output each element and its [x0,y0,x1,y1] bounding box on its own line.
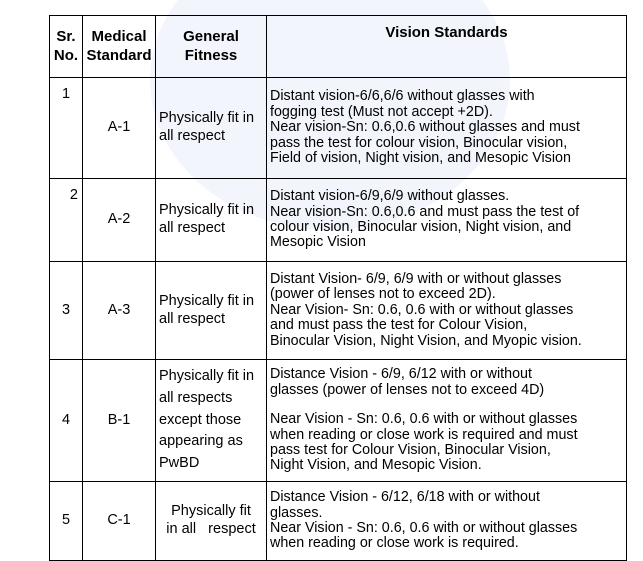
vision-standards-cell: Distant vision-6/9,6/9 without glasses. Near vision-Sn: 0.6,0.6 and must pass the test of colour vision, Binocular vision, Night vision, and Mesopic Vision [267,179,627,262]
sr-no-cell: 1 [50,78,83,179]
general-fitness-cell: Physically fit in all respect [156,262,267,360]
table-row [50,179,627,262]
medical-standard-cell: A-3 [83,262,156,360]
medical-standard-cell: C-1 [83,482,156,561]
sr-no-cell: 3 [50,262,83,360]
table-row [50,262,627,360]
vision-standards-table [49,15,627,561]
header-vision-standards: Vision Standards [267,16,627,78]
general-fitness-cell: Physically fit in all respects except those appearing as PwBD [156,360,267,482]
vision-standards-cell: Distant vision-6/6,6/6 without glasses with fogging test (Must not accept +2D). Near vision-Sn: 0.6,0.6 without glasses and must pass the test for colour vision, Binocular vision, Field of vision, Night vision, and Mesopic Vision [267,78,627,179]
table-row [50,482,627,561]
medical-standard-cell: A-1 [83,78,156,179]
general-fitness-cell: Physically fit in all respect [156,78,267,179]
medical-standard-cell: A-2 [83,179,156,262]
general-fitness-cell: Physically fit in all respect [156,482,267,561]
sr-no-cell: 2 [50,179,83,262]
header-sr-no: Sr. No. [50,16,83,78]
sr-no-cell: 5 [50,482,83,561]
sr-no-cell: 4 [50,360,83,482]
vision-standards-cell: Distance Vision - 6/12, 6/18 with or without glasses. Near Vision - Sn: 0.6, 0.6 with or without glasses when reading or close work is required. [267,482,627,561]
general-fitness-cell: Physically fit in all respect [156,179,267,262]
vision-standards-cell: Distant Vision- 6/9, 6/9 with or without glasses (power of lenses not to exceed 2D). Near Vision- Sn: 0.6, 0.6 with or without glasses and must pass the test for Colour Vision, Binocular Vision, Night Vision, and Myopic vision. [267,262,627,360]
header-medical-standard: Medical Standard [83,16,156,78]
vision-standards-cell: Distance Vision - 6/9, 6/12 with or without glasses (power of lenses not to exceed 4D) Near Vision - Sn: 0.6, 0.6 with or without glasses when reading or close work is required and must pass test for Colour Vision, Binocular Vision, Night Vision, and Mesopic Vision. [267,360,627,482]
header-general-fitness: General Fitness [156,16,267,78]
table-row [50,360,627,482]
medical-standard-cell: B-1 [83,360,156,482]
header-row [50,16,627,78]
table-row [50,78,627,179]
